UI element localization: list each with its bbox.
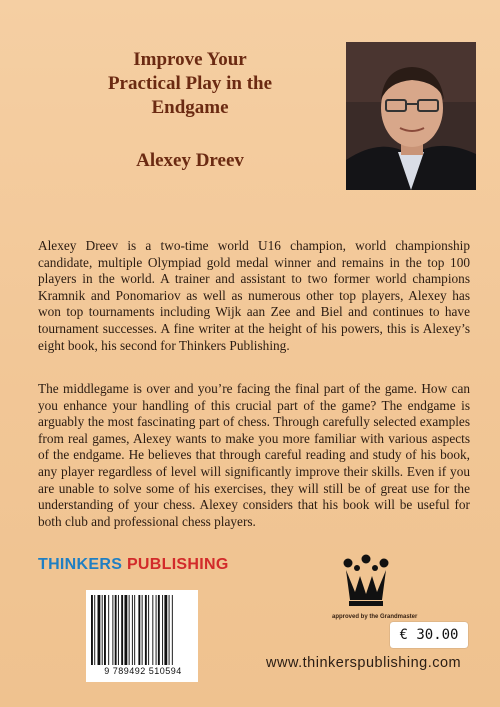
publisher-name	[38, 556, 229, 574]
title-block	[80, 48, 300, 172]
publisher-name-part-2: PUBLISHING	[126, 556, 229, 573]
author-bio: Alexey Dreev is a two-time world U16 champion, world championship candidate, multiple Olympiad gold medal winner and remains in the top 100 players in the world. A trainer and assistant to two former world champions Kramnik and Ponomariov as well as numerous other top players, Alexey has won top tournaments including Wijk aan Zee and Biel and continues to have tournament successes. A fine writer at the height of his powers, this is Alexey’s eight book, his second for Thinkers Publishing.	[38, 238, 470, 353]
price-sticker: € 30.00	[390, 622, 468, 648]
book-title-line-3: Endgame	[151, 97, 229, 118]
book-title-line-1: Improve Your	[133, 49, 247, 70]
crown-icon	[342, 554, 390, 610]
author-photo	[346, 42, 476, 190]
publisher-name-part-1: THINKERS	[38, 556, 123, 573]
book-title-line-2: Practical Play in the	[107, 73, 273, 94]
author-name: Alexey Dreev	[136, 150, 244, 171]
isbn-number: 9 789492 510594	[104, 666, 182, 676]
approved-caption: approved by the Grandmaster	[332, 614, 418, 620]
book-description: The middlegame is over and you’re facing the final part of the game. How can you enhance your handling of this crucial part of the game? The endgame is arguably the most fascinating part of chess. Through carefully selected examples from real games, Alexey wants to make you more familiar with various aspects of the endgame. He believes that through careful reading and study of his book, any player regardless of level will significantly improve their skills. Even if you are unable to solve some of his exercises, they will still be of great use for the understanding of your chess. Alexey considers that his book will be useful for both club and professional chess players.	[38, 381, 470, 529]
publisher-website: www.thinkerspublishing.com	[266, 655, 462, 671]
